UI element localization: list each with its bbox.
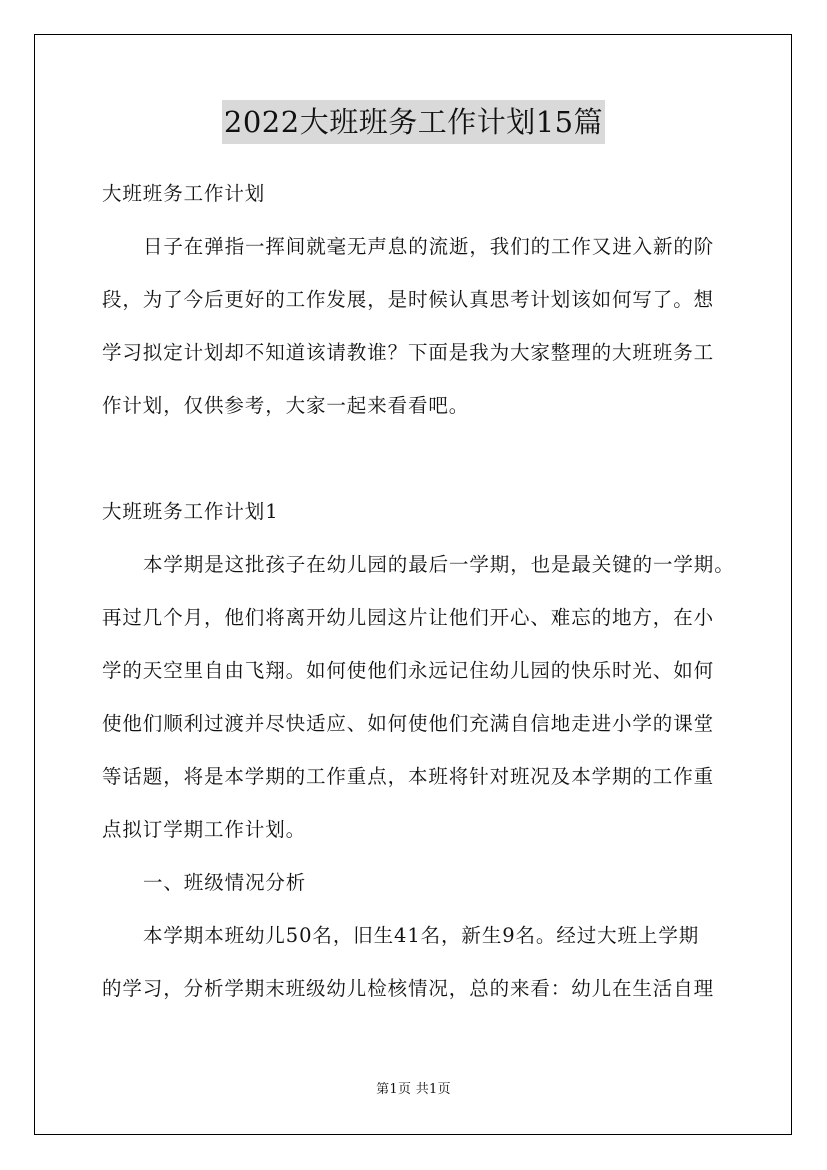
intro-paragraph-line: 作计划，仅供参考，大家一起来看看吧。 [102,394,470,417]
section-paragraph-line: 本学期是这批孩子在幼儿园的最后一学期，也是最关键的一学期。 [143,553,735,576]
document-title: 2022大班班务工作计划15篇 [222,100,605,144]
page-footer: 第1页 共1页 [376,1082,451,1097]
title-container [0,100,827,144]
analysis-paragraph-line: 本学期本班幼儿50名，旧生41名，新生9名。经过大班上学期 [143,924,700,947]
analysis-paragraph-line: 的学习，分析学期末班级幼儿检核情况，总的来看：幼儿在生活自理 [102,977,715,1000]
section-paragraph-line: 学的天空里自由飞翔。如何使他们永远记住幼儿园的快乐时光、如何 [102,659,715,682]
intro-paragraph-line: 学习拟定计划却不知道该请教谁？下面是我为大家整理的大班班务工 [102,341,715,364]
section-paragraph-line: 使他们顺利过渡并尽快适应、如何使他们充满自信地走进小学的课堂 [102,712,715,735]
intro-paragraph-line: 日子在弹指一挥间就毫无声息的流逝，我们的工作又进入新的阶 [143,235,715,258]
document-body [102,172,735,1020]
section-heading: 大班班务工作计划1 [102,500,279,523]
intro-heading: 大班班务工作计划 [102,182,266,205]
intro-paragraph-line: 段，为了今后更好的工作发展，是时候认真思考计划该如何写了。想 [102,288,715,311]
section-paragraph-line: 再过几个月，他们将离开幼儿园这片让他们开心、难忘的地方，在小 [102,606,715,629]
section-paragraph-line: 点拟订学期工作计划。 [102,818,307,841]
section-paragraph-line: 等话题，将是本学期的工作重点，本班将针对班况及本学期的工作重 [102,765,715,788]
paragraph-gap [102,437,728,490]
subheading: 一、班级情况分析 [143,871,307,894]
